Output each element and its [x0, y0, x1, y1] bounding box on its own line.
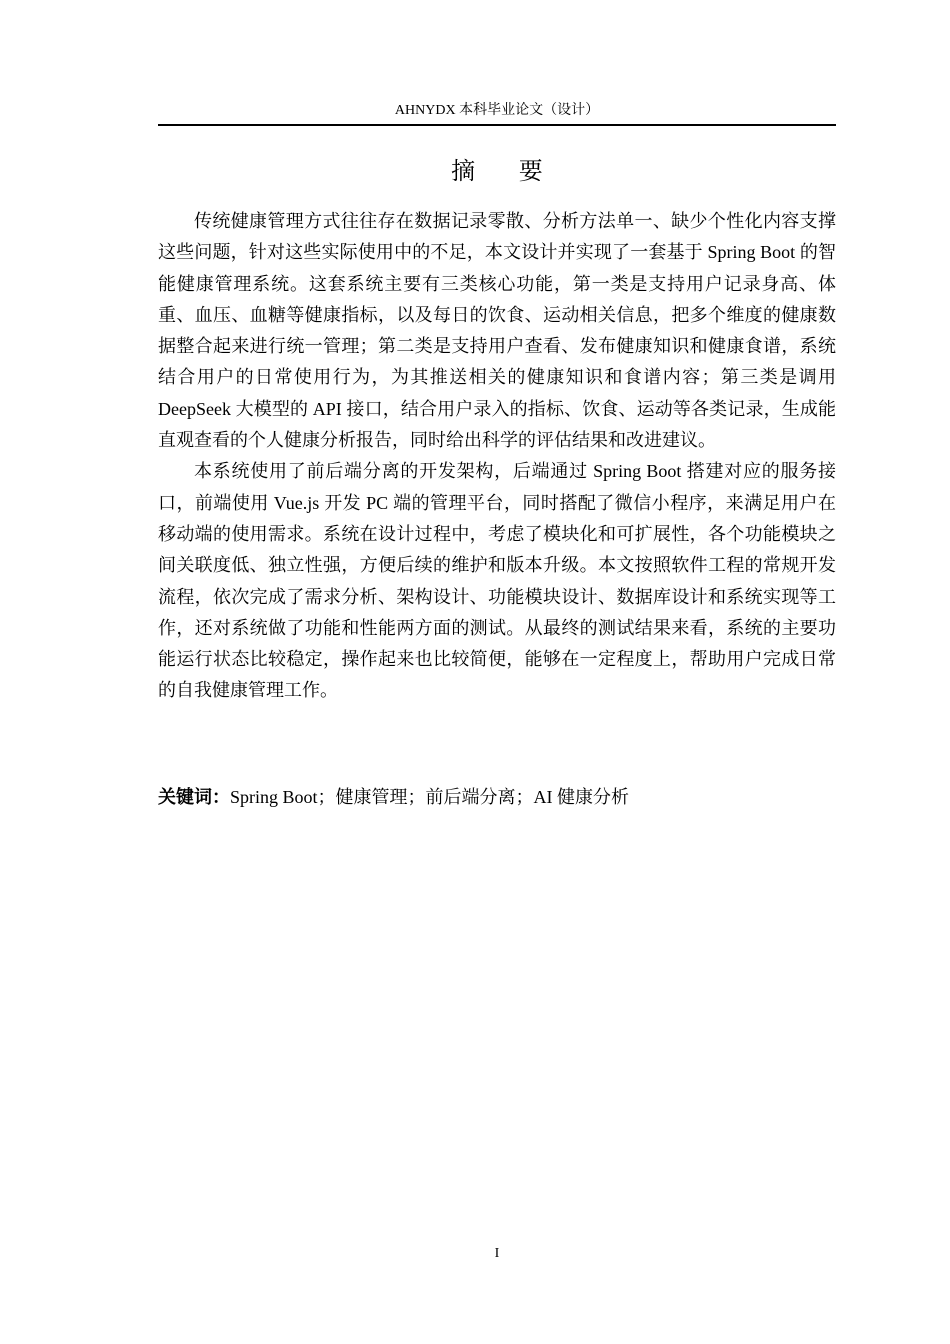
keywords-line	[158, 782, 836, 813]
running-header: AHNYDX 本科毕业论文（设计）	[158, 100, 836, 126]
abstract-title: 摘 要	[451, 157, 561, 185]
abstract-paragraph-2: 本系统使用了前后端分离的开发架构，后端通过 Spring Boot 搭建对应的服务接口，前端使用 Vue.js 开发 PC 端的管理平台，同时搭配了微信小程序，来满足用户在移动端的使用需求。系统在设计过程中，考虑了模块化和可扩展性，各个功能模块之间关联度低、独立性强，方便后续的维护和版本升级。本文按照软件工程的常规开发流程，依次完成了需求分析、架构设计、功能模块设计、数据库设计和系统实现等工作，还对系统做了功能和性能两方面的测试。从最终的测试结果来看，系统的主要功能运行状态比较稳定，操作起来也比较简便，能够在一定程度上，帮助用户完成日常的自我健康管理工作。	[158, 461, 836, 701]
abstract-paragraph-1: 传统健康管理方式往往存在数据记录零散、分析方法单一、缺少个性化内容支撑这些问题，针对这些实际使用中的不足，本文设计并实现了一套基于 Spring Boot 的智能健康管理系统。这套系统主要有三类核心功能，第一类是支持用户记录身高、体重、血压、血糖等健康指标，以及每日的饮食、运动相关信息，把多个维度的健康数据整合起来进行统一管理；第二类是支持用户查看、发布健康知识和健康食谱，系统结合用户的日常使用行为，为其推送相关的健康知识和食谱内容；第三类是调用 DeepSeek 大模型的 API 接口，结合用户录入的指标、饮食、运动等各类记录，生成能直观查看的个人健康分析报告，同时给出科学的评估结果和改进建议。	[158, 211, 836, 451]
keywords-text: Spring Boot；健康管理；前后端分离；AI 健康分析	[230, 787, 630, 807]
page-number: I	[494, 1246, 500, 1261]
abstract-body	[158, 206, 836, 707]
keywords-label: 关键词：	[158, 787, 230, 808]
